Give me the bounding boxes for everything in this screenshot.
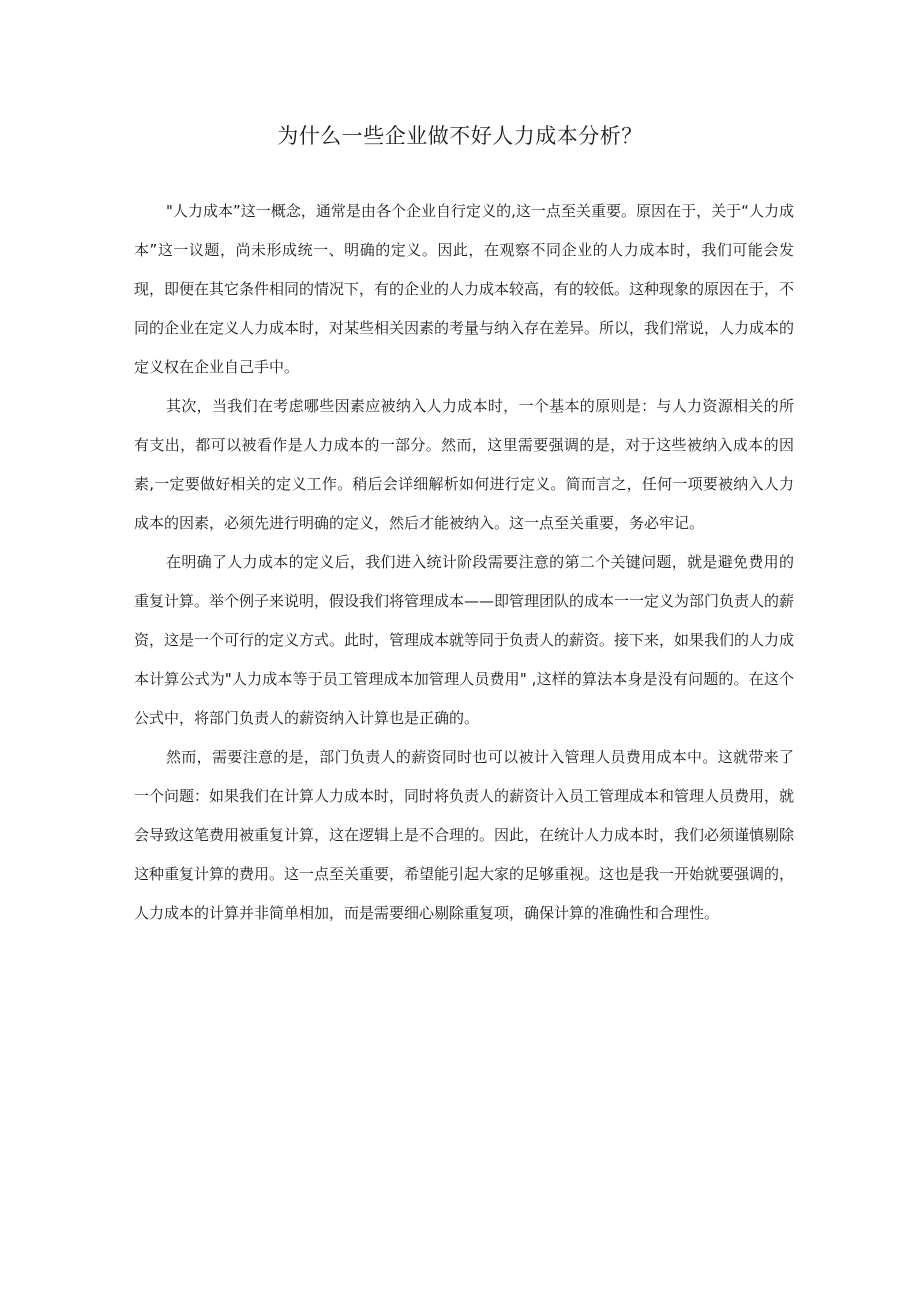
paragraph-duplicate-example: 在明确了人力成本的定义后，我们进入统计阶段需要注意的第二个关键问题，就是避免费用的重复计算。举个例子来说明，假设我们将管理成本——即管理团队的成本一一定义为部门负责人的薪资，这是一个可行的定义方式。此时，管理成本就等同于负责人的薪资。接下来，如果我们的人力成本计算公式为"人力成本等于员工管理成本加管理人员费用" ,这样的算法本身是没有问题的。在这个公式中，将部门负责人的薪资纳入计算也是正确的。 <box>134 553 795 727</box>
page-title: 为什么一些企业做不好人力成本分析？ <box>277 124 643 148</box>
document-body <box>134 192 794 933</box>
paragraph-principle: 其次，当我们在考虑哪些因素应被纳入人力成本时，一个基本的原则是：与人力资源相关的所有支出，都可以被看作是人力成本的一部分。然而，这里需要强调的是，对于这些被纳入成本的因素,一定要做好相关的定义工作。稍后会详细解析如何进行定义。简而言之，任何一项要被纳入人力成本的因素，必须先进行明确的定义，然后才能被纳入。这一点至关重要，务必牢记。 <box>134 397 794 532</box>
paragraph-definition: "人力成本”这一概念，通常是由各个企业自行定义的,这一点至关重要。原因在于，关于“人力成本”这一议题，尚未形成统一、明确的定义。因此，在观察不同企业的人力成本时，我们可能会发现，即便在其它条件相同的情况下，有的企业的人力成本较高，有的较低。这种现象的原因在于，不同的企业在定义人力成本时，对某些相关因素的考量与纳入存在差异。所以，我们常说，人力成本的定义权在企业自己手中。 <box>134 202 795 376</box>
paragraph-duplicate-warning: 然而，需要注意的是，部门负责人的薪资同时也可以被计入管理人员费用成本中。这就带来了一个问题：如果我们在计算人力成本时，同时将负责人的薪资计入员工管理成本和管理人员费用，就会导致这笔费用被重复计算，这在逻辑上是不合理的。因此，在统计人力成本时，我们必须谨慎剔除这种重复计算的费用。这一点至关重要，希望能引起大家的足够重视。这也是我一开始就要强调的，人力成本的计算并非简单相加，而是需要细心剔除重复项，确保计算的准确性和合理性。 <box>134 748 795 922</box>
